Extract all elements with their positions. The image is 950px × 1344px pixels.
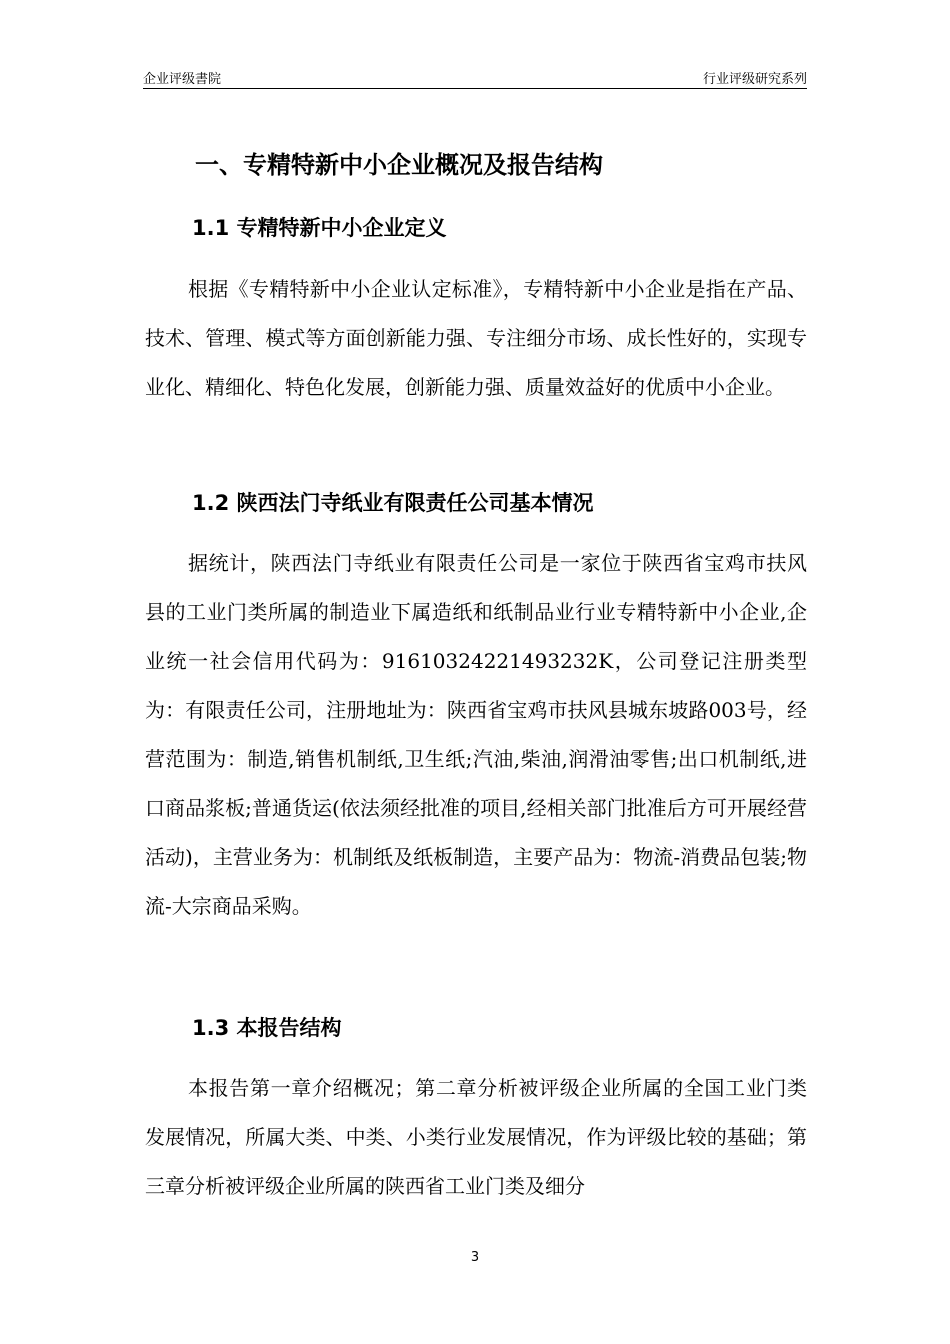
section-title-1-1: 1.1 专精特新中小企业定义 bbox=[192, 216, 447, 240]
chapter-title: 一、专精特新中小企业概况及报告结构 bbox=[195, 151, 603, 179]
section-paragraph-1-3: 本报告第一章介绍概况；第二章分析被评级企业所属的全国工业门类发展情况，所属大类、中类、小类行业发展情况，作为评级比较的基础；第三章分析被评级企业所属的陕西省工业门类及细分 bbox=[145, 1076, 807, 1198]
section-title-1-2: 1.2 陕西法门寺纸业有限责任公司基本情况 bbox=[192, 491, 594, 515]
page-number: 3 bbox=[470, 1250, 480, 1265]
page-header bbox=[143, 66, 807, 89]
section-title-1-3: 1.3 本报告结构 bbox=[192, 1016, 342, 1040]
header-right-text: 行业评级研究系列 bbox=[702, 72, 807, 87]
section-paragraph-1-2: 据统计，陕西法门寺纸业有限责任公司是一家位于陕西省宝鸡市扶风县的工业门类所属的制造业下属造纸和纸制品业行业专精特新中小企业,企业统一社会信用代码为：91610324221493232K，公司登记注册类型为：有限责任公司，注册地址为：陕西省宝鸡市扶风县城东坡路003号，经营范围为：制造,销售机制纸,卫生纸;汽油,柴油,润滑油零售;出口机制纸,进口商品浆板;普通货运(依法须经批准的项目,经相关部门批准后方可开展经营活动)，主营业务为：机制纸及纸板制造，主要产品为：物流-消费品包装;物流-大宗商品采购。 bbox=[145, 551, 807, 918]
header-left-text: 企业评级書院 bbox=[143, 72, 222, 87]
section-paragraph-1-1: 根据《专精特新中小企业认定标准》，专精特新中小企业是指在产品、技术、管理、模式等方面创新能力强、专注细分市场、成长性好的，实现专业化、精细化、特色化发展，创新能力强、质量效益好的优质中小企业。 bbox=[145, 277, 807, 399]
